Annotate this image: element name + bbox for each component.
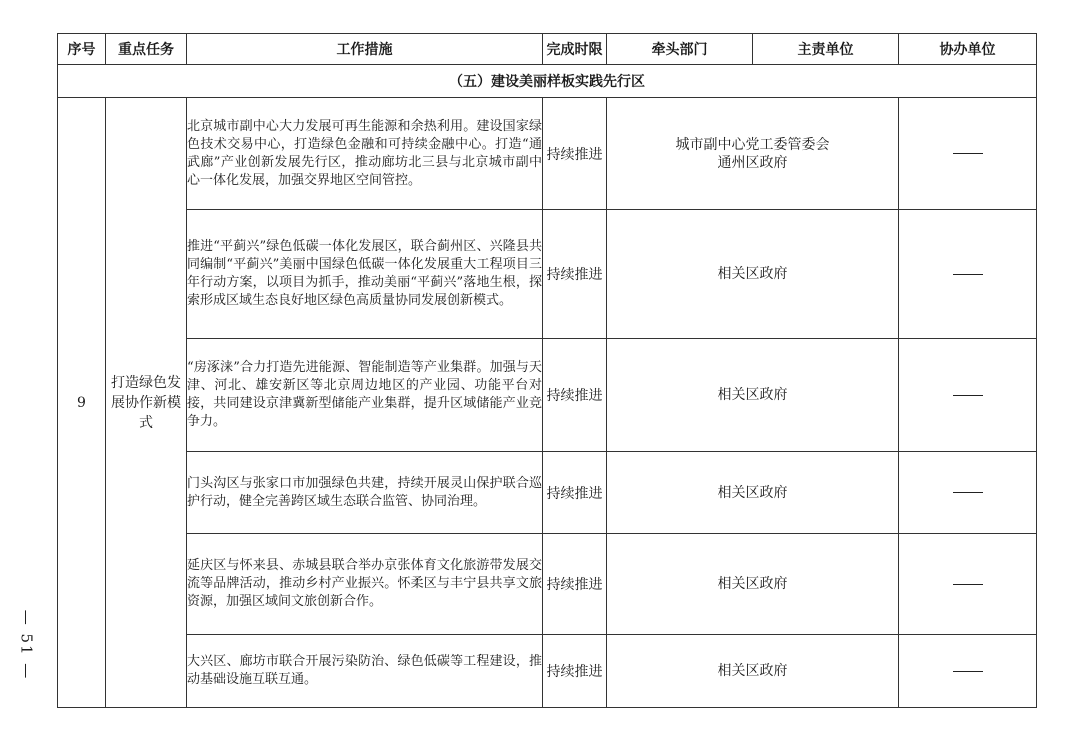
row-lead xyxy=(607,339,899,452)
lead-line: 相关区政府 xyxy=(717,576,788,592)
table-row xyxy=(58,534,1037,635)
table-row xyxy=(58,210,1037,339)
row-assist xyxy=(899,210,1037,339)
lead-line: 通州区政府 xyxy=(717,154,788,171)
row-measure: 北京城市副中心大力发展可再生能源和余热利用。建设国家绿色技术交易中心，打造绿色金融和可持续金融中心。打造“通武廊”产业创新发展先行区，推动廊坊北三县与北京城市副中心一体化发展，加强交界地区空间管控。 xyxy=(187,98,543,210)
table-row xyxy=(58,635,1037,708)
dash-mark xyxy=(953,274,983,275)
row-lead xyxy=(607,210,899,339)
page-number-text: — 51 — xyxy=(17,609,35,681)
dash-mark xyxy=(953,671,983,672)
row-assist xyxy=(899,635,1037,708)
header-measure: 工作措施 xyxy=(187,34,543,65)
row-time: 持续推进 xyxy=(543,339,607,452)
row-time: 持续推进 xyxy=(543,534,607,635)
lead-line: 相关区政府 xyxy=(717,484,788,501)
lead-line: 相关区政府 xyxy=(717,663,788,679)
row-assist xyxy=(899,452,1037,534)
lead-line: 相关区政府 xyxy=(717,266,788,282)
header-main: 主责单位 xyxy=(753,34,899,65)
section-title: （五）建设美丽样板实践先行区 xyxy=(58,65,1037,98)
row-measure: 延庆区与怀来县、赤城县联合举办京张体育文化旅游带发展交流等品牌活动，推动乡村产业振兴。怀柔区与丰宁县共享文旅资源，加强区域间文旅创新合作。 xyxy=(187,534,543,635)
table-row xyxy=(58,339,1037,452)
header-row xyxy=(58,34,1037,65)
header-task: 重点任务 xyxy=(106,34,187,65)
lead-line: 城市副中心党工委管委会 xyxy=(675,136,830,153)
dash-mark xyxy=(953,584,983,585)
row-lead xyxy=(607,635,899,708)
dash-mark xyxy=(953,492,983,493)
header-lead: 牵头部门 xyxy=(607,34,753,65)
table-row xyxy=(58,98,1037,210)
page-number xyxy=(14,590,38,700)
row-time: 持续推进 xyxy=(543,452,607,534)
action-plan-table xyxy=(57,33,1037,708)
row-seq: 9 xyxy=(58,98,106,708)
row-measure: 大兴区、廊坊市联合开展污染防治、绿色低碳等工程建设，推动基础设施互联互通。 xyxy=(187,635,543,708)
header-assist: 协办单位 xyxy=(899,34,1037,65)
row-assist xyxy=(899,339,1037,452)
row-assist xyxy=(899,98,1037,210)
row-measure: “房涿涞”合力打造先进能源、智能制造等产业集群。加强与天津、河北、雄安新区等北京周边地区的产业园、功能平台对接，共同建设京津冀新型储能产业集群，提升区域储能产业竞争力。 xyxy=(187,339,543,452)
dash-mark xyxy=(953,153,983,154)
dash-mark xyxy=(953,395,983,396)
row-task: 打造绿色发展协作新模式 xyxy=(106,98,187,708)
row-lead xyxy=(607,534,899,635)
section-row xyxy=(58,65,1037,98)
row-time: 持续推进 xyxy=(543,98,607,210)
table-row xyxy=(58,452,1037,534)
lead-line: 相关区政府 xyxy=(717,387,788,403)
row-lead xyxy=(607,452,899,534)
row-time: 持续推进 xyxy=(543,210,607,339)
header-time: 完成时限 xyxy=(543,34,607,65)
row-time: 持续推进 xyxy=(543,635,607,708)
row-measure: 门头沟区与张家口市加强绿色共建，持续开展灵山保护联合巡护行动，健全完善跨区域生态联合监管、协同治理。 xyxy=(187,452,543,534)
header-seq: 序号 xyxy=(58,34,106,65)
row-lead xyxy=(607,98,899,210)
row-measure: 推进“平蓟兴”绿色低碳一体化发展区，联合蓟州区、兴隆县共同编制“平蓟兴”美丽中国绿色低碳一体化发展重大工程项目三年行动方案，以项目为抓手，推动美丽“平蓟兴”落地生根，探索形成区域生态良好地区绿色高质量协同发展创新模式。 xyxy=(187,210,543,339)
row-assist xyxy=(899,534,1037,635)
